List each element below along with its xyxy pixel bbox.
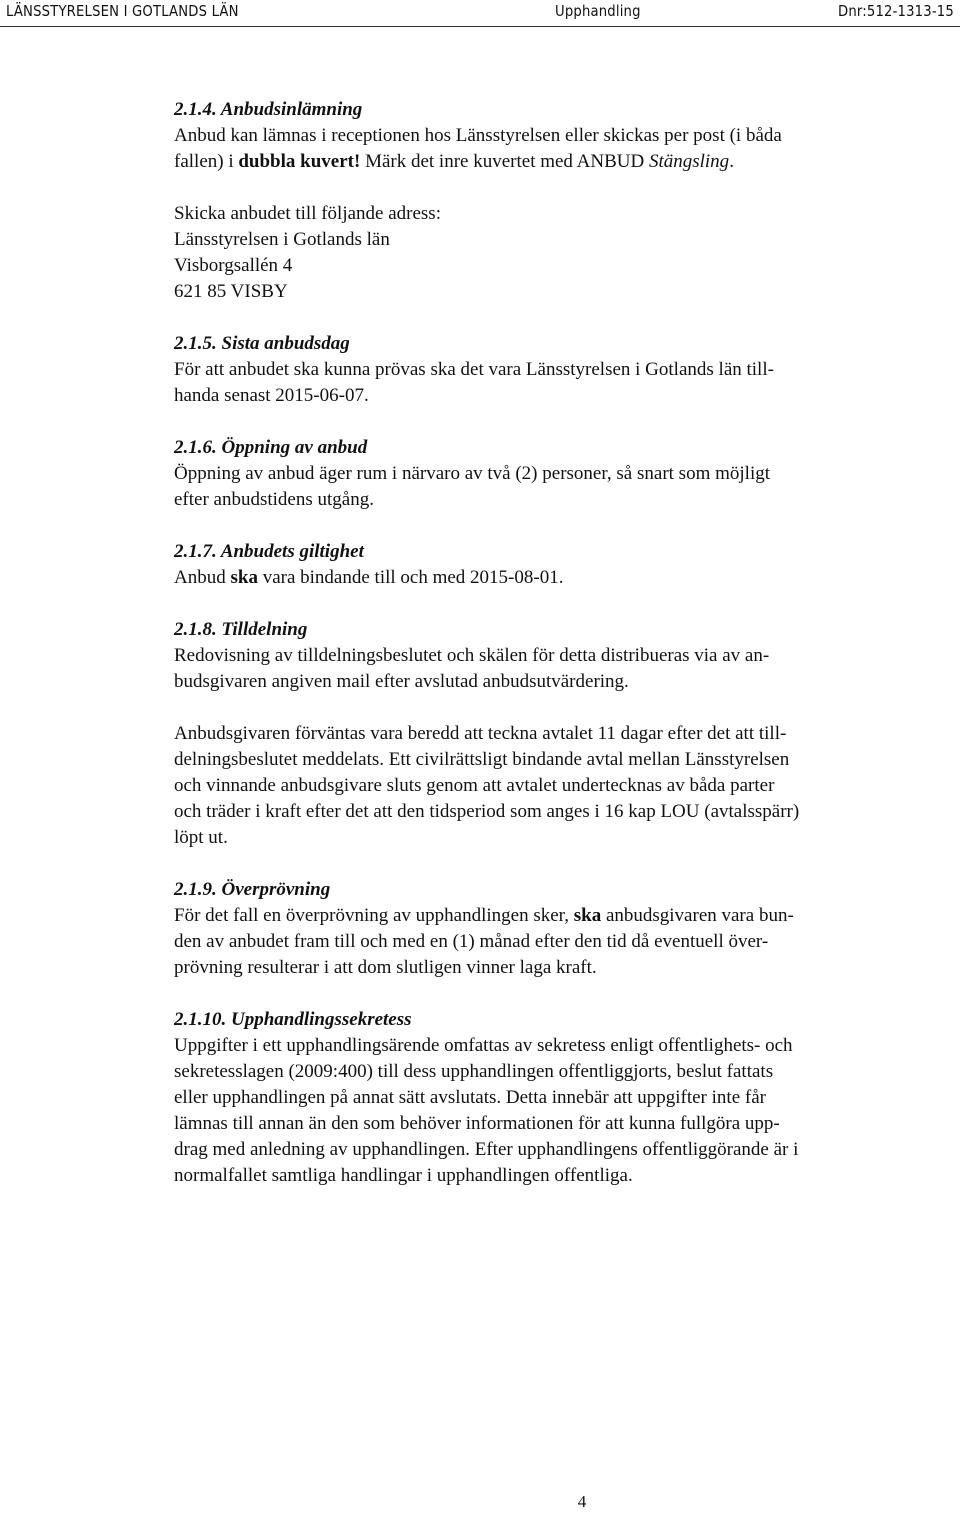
section-title: 2.1.6. Öppning av anbud (174, 437, 368, 458)
section-title: 2.1.9. Överprövning (174, 879, 331, 900)
page-number (0, 1492, 960, 1512)
paragraph-line: handa senast 2015-06-07. (174, 385, 369, 406)
paragraph-line: budsgivaren angiven mail efter avslutad anbudsutvärdering. (174, 671, 629, 692)
paragraph-line: efter anbudstidens utgång. (174, 489, 374, 510)
section-title: 2.1.4. Anbudsinlämning (174, 99, 363, 120)
paragraph-line: För att anbudet ska kunna prövas ska det vara Länsstyrelsen i Gotlands län till- (174, 359, 774, 380)
section-overprovning (174, 877, 914, 981)
header-divider (0, 26, 960, 27)
paragraph-line: eller upphandlingen på annat sätt avslutats. Detta innebär att uppgifter inte får (174, 1087, 766, 1108)
section-oppning-av-anbud (174, 435, 914, 513)
paragraph-line: delningsbeslutet meddelats. Ett civilrättsligt bindande avtal mellan Länsstyrelsen (174, 749, 790, 770)
paragraph-line: Öppning av anbud äger rum i närvaro av två (2) personer, så snart som möjligt (174, 463, 770, 484)
address-line: 621 85 VISBY (174, 281, 288, 302)
section-anbudets-giltighet (174, 539, 914, 591)
paragraph-line: Anbudsgivaren förväntas vara beredd att teckna avtalet 11 dagar efter det att till- (174, 723, 787, 744)
section-title: 2.1.7. Anbudets giltighet (174, 541, 364, 562)
paragraph-line: Uppgifter i ett upphandlingsärende omfattas av sekretess enligt offentlighets- och (174, 1035, 793, 1056)
address-line: Länsstyrelsen i Gotlands län (174, 229, 390, 250)
text-run: Märk det inre kuvertet med ANBUD (360, 151, 649, 172)
document-body (174, 97, 914, 1189)
header-document-type: Upphandling (555, 2, 641, 20)
page-number-text: 4 (577, 1492, 587, 1511)
paragraph-line: löpt ut. (174, 827, 228, 848)
emphasis-text: ska (230, 567, 258, 588)
header-organization: LÄNSSTYRELSEN I GOTLANDS LÄN (6, 2, 239, 20)
address-line: Visborgsallén 4 (174, 255, 293, 276)
section-sista-anbudsdag (174, 331, 914, 409)
paragraph-line: sekretesslagen (2009:400) till dess upphandlingen offentliggjorts, beslut fattats (174, 1061, 774, 1082)
section-anbudsinlamning (174, 97, 914, 305)
text-run: Anbud (174, 567, 231, 588)
paragraph-line: drag med anledning av upphandlingen. Efter upphandlingens offentliggörande är i (174, 1139, 799, 1160)
paragraph-line: prövning resulterar i att dom slutligen vinner laga kraft. (174, 957, 597, 978)
paragraph-line: lämnas till annan än den som behöver informationen för att kunna fullgöra upp- (174, 1113, 780, 1134)
paragraph-line: och vinnande anbudsgivare sluts genom att avtalet undertecknas av båda parter (174, 775, 775, 796)
section-upphandlingssekretess (174, 1007, 914, 1189)
paragraph-line (174, 903, 914, 929)
text-run: anbudsgivaren vara bun- (601, 905, 794, 926)
paragraph-line: Anbud kan lämnas i receptionen hos Länsstyrelsen eller skickas per post (i båda (174, 125, 782, 146)
section-title: 2.1.8. Tilldelning (174, 619, 308, 640)
emphasis-text: ska (573, 905, 602, 926)
header-reference-number: Dnr:512-1313-15 (838, 2, 954, 20)
paragraph-line: den av anbudet fram till och med en (1) månad efter den tid då eventuell över- (174, 931, 769, 952)
text-run: vara bindande till och med 2015-08-01. (257, 567, 564, 588)
section-title: 2.1.10. Upphandlingssekretess (174, 1009, 412, 1030)
text-run: . (729, 151, 734, 172)
text-run: För det fall en överprövning av upphandlingen sker, (174, 905, 574, 926)
emphasis-text: dubbla kuvert! (238, 151, 361, 172)
paragraph-line (174, 149, 914, 175)
italic-text: Stängsling (648, 151, 730, 172)
section-title: 2.1.5. Sista anbudsdag (174, 333, 350, 354)
paragraph-line (174, 565, 914, 591)
text-run: fallen) i (174, 151, 239, 172)
section-tilldelning (174, 617, 914, 851)
paragraph-line: Redovisning av tilldelningsbeslutet och skälen för detta distribueras via av an- (174, 645, 770, 666)
paragraph-line: normalfallet samtliga handlingar i upphandlingen offentliga. (174, 1165, 633, 1186)
address-intro: Skicka anbudet till följande adress: (174, 203, 441, 224)
paragraph-line: och träder i kraft efter det att den tidsperiod som anges i 16 kap LOU (avtalsspärr) (174, 801, 800, 822)
page-header (0, 0, 960, 26)
